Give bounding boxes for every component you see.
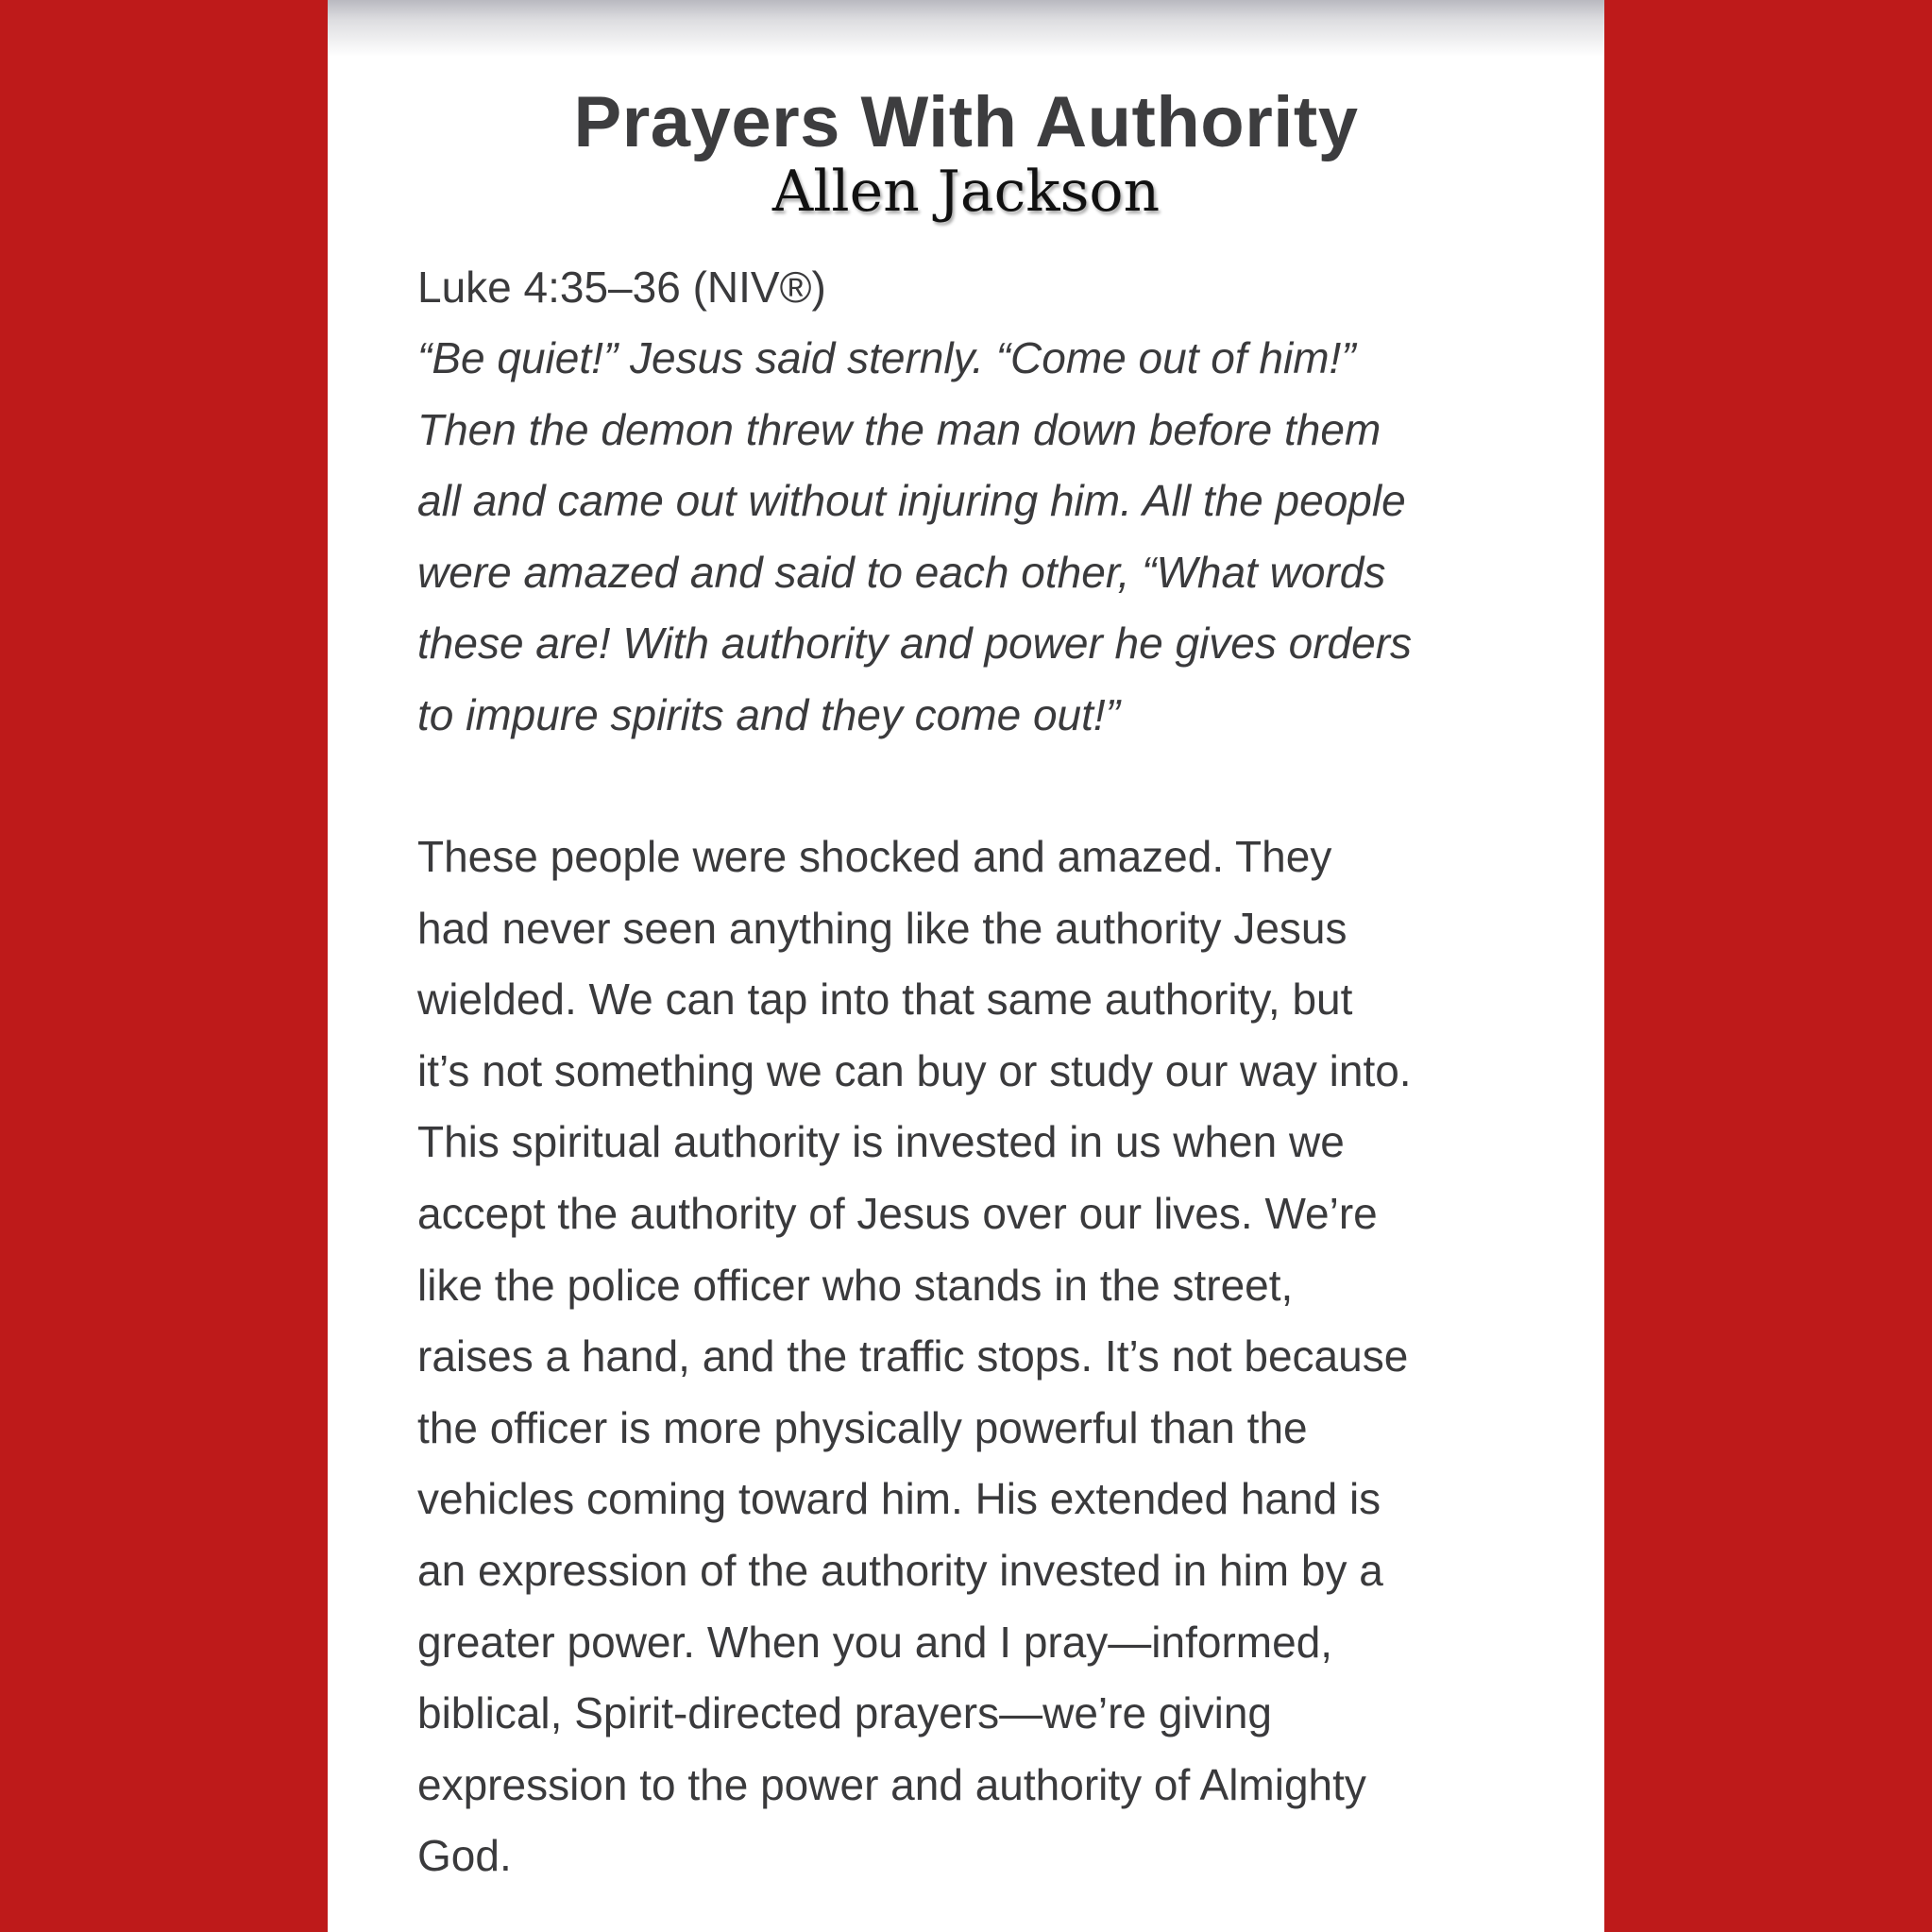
scripture-line: all and came out without injuring him. All the people	[417, 476, 1406, 525]
body-line: raises a hand, and the traffic stops. It’s not because	[417, 1331, 1409, 1381]
body-line: greater power. When you and I pray—informed,	[417, 1617, 1333, 1667]
body-line: accept the authority of Jesus over our lives. We’re	[417, 1188, 1378, 1238]
body-line: like the police officer who stands in the street,	[417, 1260, 1294, 1310]
body-line: had never seen anything like the authority Jesus	[417, 903, 1347, 953]
body-line: These people were shocked and amazed. They	[417, 832, 1332, 881]
content	[417, 251, 1551, 1892]
body-line: an expression of the authority invested in him by a	[417, 1545, 1383, 1595]
scripture-passage	[417, 323, 1551, 751]
scripture-line: to impure spirits and they come out!”	[417, 689, 1120, 739]
page-title: Prayers With Authority	[573, 82, 1359, 162]
body-line: biblical, Spirit-directed prayers—we’re giving	[417, 1688, 1273, 1738]
author-name: Allen Jackson	[771, 159, 1161, 225]
devotional-page	[328, 0, 1604, 1932]
body-line: God.	[417, 1831, 512, 1881]
body-line: vehicles coming toward him. His extended hand is	[417, 1474, 1381, 1524]
body-line: wielded. We can tap into that same authority, but	[417, 974, 1353, 1025]
devotional-body	[417, 822, 1551, 1892]
scripture-line: these are! With authority and power he gives orders	[417, 619, 1413, 668]
scripture-reference: Luke 4:35–36 (NIV®)	[417, 263, 826, 312]
header	[328, 82, 1604, 225]
scripture-line: were amazed and said to each other, “What words	[417, 547, 1386, 597]
scripture-line: “Be quiet!” Jesus said sternly. “Come out of him!”	[417, 333, 1356, 382]
body-line: the officer is more physically powerful than the	[417, 1402, 1308, 1452]
body-line: expression to the power and authority of Almighty	[417, 1759, 1366, 1809]
scripture-line: Then the demon threw the man down before them	[417, 404, 1381, 454]
body-line: This spiritual authority is invested in us when we	[417, 1117, 1345, 1167]
body-line: it’s not something we can buy or study our way into.	[417, 1045, 1412, 1095]
top-shadow	[328, 0, 1604, 57]
